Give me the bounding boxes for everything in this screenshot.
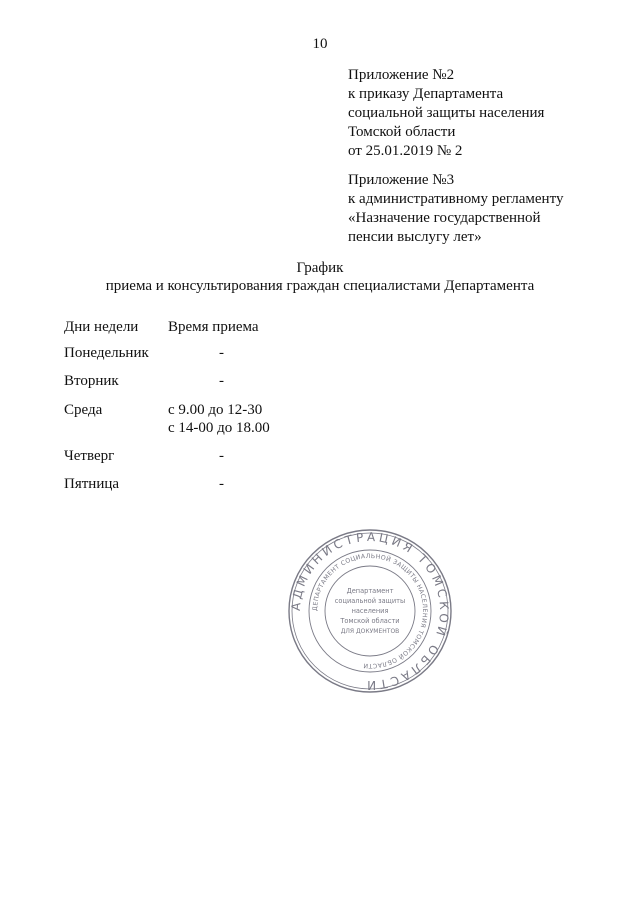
header-time: Время приема	[168, 319, 259, 335]
schedule-subtitle: приема и консультирования граждан специалистами Департамента	[105, 278, 535, 294]
appendix-line: от 25.01.2019 № 2	[348, 143, 463, 159]
appendix-line: Приложение №3	[348, 172, 455, 188]
time-value: -	[219, 373, 224, 389]
appendix-line: «Назначение государственной	[348, 210, 541, 226]
appendix-line: к административному регламенту	[348, 191, 564, 207]
appendix-line: пенсии выслугу лет»	[348, 229, 482, 245]
svg-text:ДЛЯ ДОКУМЕНТОВ: ДЛЯ ДОКУМЕНТОВ	[340, 628, 400, 635]
appendix-2-attribution	[348, 66, 544, 161]
appendix-line: к приказу Департамента	[348, 86, 504, 102]
svg-text:Департамент: Департамент	[346, 587, 394, 595]
time-value: -	[219, 345, 224, 361]
day-label: Четверг	[64, 448, 115, 464]
day-label: Среда	[64, 402, 103, 418]
svg-text:социальной защиты: социальной защиты	[334, 597, 406, 605]
appendix-line: социальной защиты населения	[348, 105, 545, 121]
header-day: Дни недели	[64, 319, 139, 335]
appendix-3-attribution	[348, 171, 563, 247]
svg-text:населения: населения	[351, 607, 389, 615]
page-number: 10	[312, 36, 328, 52]
seal-center-text	[335, 587, 405, 635]
seal-outer-text: АДМИНИСТРАЦИЯ ТОМСКОЙ ОБЛАСТИ	[288, 529, 452, 693]
time-value: -	[219, 476, 224, 492]
day-label: Пятница	[64, 476, 120, 492]
time-value: с 9.00 до 12-30	[168, 402, 263, 418]
official-seal	[286, 527, 454, 695]
day-label: Понедельник	[64, 345, 149, 361]
schedule-title: График	[296, 260, 344, 276]
seal-middle-text: ДЕПАРТАМЕНТ СОЦИАЛЬНОЙ ЗАЩИТЫ НАСЕЛЕНИЯ ТОМСКОЙ ОБЛАСТИ	[311, 552, 429, 670]
svg-text:Томской области: Томской области	[340, 617, 400, 625]
appendix-line: Приложение №2	[348, 67, 455, 83]
time-value: с 14-00 до 18.00	[168, 420, 270, 436]
time-value: -	[219, 448, 224, 464]
day-label: Вторник	[64, 373, 119, 389]
appendix-line: Томской области	[348, 124, 456, 140]
